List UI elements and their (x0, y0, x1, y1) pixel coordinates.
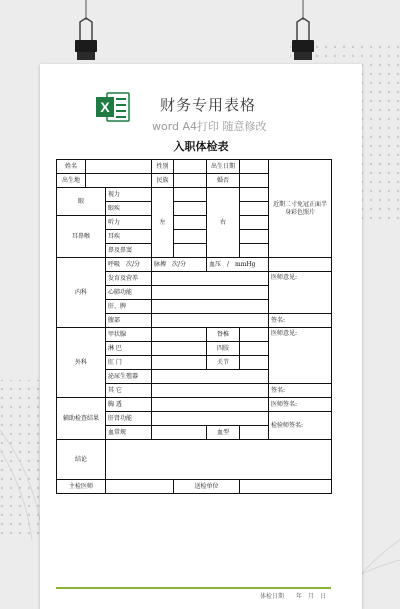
ethnicity-label: 民族 (152, 174, 174, 188)
pulse-label: 脉搏 (154, 261, 167, 268)
ear-disease-label: 耳疾 (106, 230, 152, 244)
urogenital-field[interactable] (152, 370, 269, 384)
internal-opinion-field[interactable] (269, 272, 332, 314)
internal-section-label: 内科 (57, 258, 106, 328)
anus-field[interactable] (152, 356, 207, 370)
surgery-section-label: 外科 (57, 328, 106, 398)
bp-unit: / mmHg (227, 261, 256, 268)
ethnicity-field[interactable] (174, 174, 207, 188)
liver-spleen-label: 肝、脾 (106, 300, 152, 314)
chest-field[interactable] (152, 398, 269, 412)
bp-cell[interactable] (207, 258, 269, 272)
tester-sign-label: 检验师签名: (271, 422, 304, 429)
sender-label: 送检单位 (174, 480, 240, 494)
excel-icon (95, 90, 131, 124)
vision-label: 视力 (106, 188, 152, 202)
surgery-signature-label: 签名: (271, 387, 286, 394)
aux-section-label: 辅助检查结果 (57, 398, 106, 440)
vitals-spare-field[interactable] (269, 258, 332, 272)
heart-lung-field[interactable] (152, 286, 269, 300)
lymph-label: 淋 巴 (106, 342, 152, 356)
tester-sign-field[interactable] (269, 412, 332, 440)
surgery-opinion-field[interactable] (269, 328, 332, 384)
green-divider (56, 587, 331, 589)
vision-right-field[interactable] (240, 188, 269, 202)
abdomen-field[interactable] (152, 314, 269, 328)
heart-lung-label: 心肺功能 (106, 286, 152, 300)
ent-section-label: 耳鼻喉 (57, 216, 106, 258)
conclusion-field[interactable] (106, 440, 332, 480)
internal-signature-label: 签名: (271, 317, 286, 324)
vision-left-field[interactable] (174, 188, 207, 202)
hearing-right-field[interactable] (240, 216, 269, 230)
other-label: 其 它 (106, 384, 152, 398)
eye-disease-right-field[interactable] (240, 202, 269, 216)
chest-label: 胸 透 (106, 398, 152, 412)
other-field[interactable] (152, 384, 269, 398)
chief-doctor-field[interactable] (106, 480, 174, 494)
pulse-cell[interactable] (152, 258, 207, 272)
blood-type-field[interactable] (240, 426, 269, 440)
spine-label: 脊椎 (207, 328, 240, 342)
abdomen-label: 腹部 (106, 314, 152, 328)
conclusion-label: 结论 (57, 440, 106, 480)
binder-clip-icon (288, 0, 318, 70)
anus-label: 肛 门 (106, 356, 152, 370)
marital-label: 婚否 (207, 174, 240, 188)
blood-routine-label: 血常规 (106, 426, 152, 440)
nose-right-field[interactable] (240, 244, 269, 258)
chief-doctor-label: 主检医师 (57, 480, 106, 494)
liver-kidney-label: 肝肾功能 (106, 412, 152, 426)
eye-section-label: 眼 (57, 188, 106, 216)
blood-type-label: 血型 (207, 426, 240, 440)
lymph-field[interactable] (152, 342, 207, 356)
development-field[interactable] (152, 272, 269, 286)
birth-date-label: 出生日期 (207, 160, 240, 174)
development-label: 发育及营养 (106, 272, 152, 286)
breath-cell[interactable] (106, 258, 152, 272)
birth-date-field[interactable] (240, 160, 269, 174)
birthplace-field[interactable] (86, 174, 152, 188)
left-label: 左 (152, 188, 174, 258)
marital-field[interactable] (240, 174, 269, 188)
hearing-label: 听力 (106, 216, 152, 230)
binder-clip-icon (71, 0, 101, 70)
internal-signature-field[interactable] (269, 314, 332, 328)
nose-label: 鼻及鼻窦 (106, 244, 152, 258)
breath-unit: 次/分 (126, 261, 141, 268)
name-field[interactable] (86, 160, 152, 174)
nose-left-field[interactable] (174, 244, 207, 258)
birthplace-label: 出生地 (57, 174, 86, 188)
limbs-label: 四肢 (207, 342, 240, 356)
surgery-signature-field[interactable] (269, 384, 332, 398)
gender-field[interactable] (174, 160, 207, 174)
thyroid-field[interactable] (152, 328, 207, 342)
eye-disease-left-field[interactable] (174, 202, 207, 216)
joints-field[interactable] (240, 356, 269, 370)
photo-box[interactable]: 近期二寸免冠正面半身彩色照片 (269, 160, 332, 258)
breath-label: 呼吸 (108, 261, 121, 268)
urogenital-label: 泌尿生殖器 (106, 370, 152, 384)
surgery-opinion-label: 医师意见: (271, 330, 298, 337)
doctor-sign-label: 医师签名: (271, 401, 298, 408)
ear-disease-right-field[interactable] (240, 230, 269, 244)
hearing-left-field[interactable] (174, 216, 207, 230)
name-label: 姓名 (57, 160, 86, 174)
blood-routine-field[interactable] (152, 426, 207, 440)
bp-label: 血压 (209, 261, 222, 268)
liver-spleen-field[interactable] (152, 300, 269, 314)
exam-form-table (56, 159, 332, 494)
thyroid-label: 甲状腺 (106, 328, 152, 342)
internal-opinion-label: 医师意见: (271, 274, 298, 281)
pulse-unit: 次/分 (172, 261, 187, 268)
sender-field[interactable] (240, 480, 332, 494)
svg-text:X: X (100, 99, 110, 115)
eye-disease-label: 眼疾 (106, 202, 152, 216)
joints-label: 关节 (207, 356, 240, 370)
spine-field[interactable] (240, 328, 269, 342)
form-title: 入职体检表 (173, 140, 229, 153)
paper-sheet (40, 64, 362, 609)
doctor-sign-field[interactable] (269, 398, 332, 412)
header-title: 财务专用表格 (160, 96, 257, 114)
gender-label: 性别 (152, 160, 174, 174)
limbs-field[interactable] (240, 342, 269, 356)
header-subtitle: word A4打印 随意修改 (152, 120, 267, 133)
exam-date-text: 体检日期 年 月 日 (260, 593, 327, 600)
document-header (40, 64, 362, 144)
right-label: 右 (207, 188, 240, 258)
ear-disease-left-field[interactable] (174, 230, 207, 244)
liver-kidney-field[interactable] (152, 412, 269, 426)
